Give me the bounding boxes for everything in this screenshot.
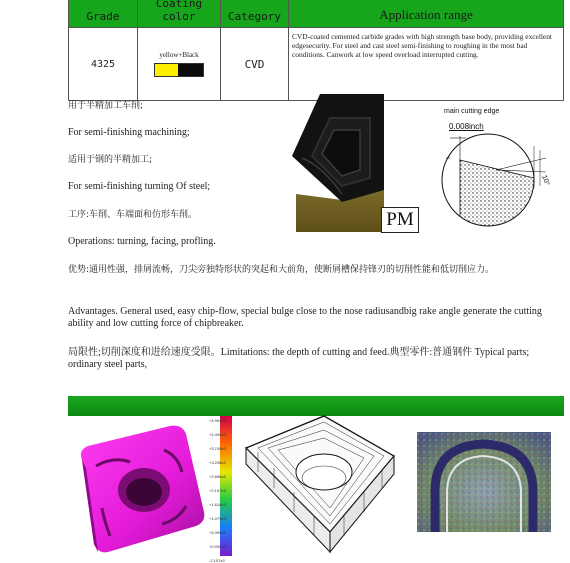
header-grade: Grade xyxy=(69,0,138,28)
colormap-tick: +3.236e2 xyxy=(209,460,226,465)
category-cell: CVD xyxy=(221,28,289,101)
coating-color-swatch xyxy=(154,63,204,77)
paragraph-operations-cn: 工序:车削、车端面和仿形车削。 xyxy=(68,210,198,220)
grade-spec-table xyxy=(68,0,564,101)
header-category: Category xyxy=(221,0,289,28)
colormap-tick: +4.904e2 xyxy=(209,418,226,423)
colormap-tick: +1.079e2 xyxy=(209,516,226,521)
paragraph-limitations: 局限性;切削深度和进给速度受限。Limitations: the depth of cutting and feed.典型零件:普通钢件 Typical parts; ordinary steel parts, xyxy=(68,347,530,370)
grade-cell: 4325 xyxy=(69,28,138,101)
header-application-range: Application range xyxy=(289,0,564,28)
wireframe-center-hole xyxy=(296,454,352,490)
paragraph-steel-en: For semi-finishing turning Of steel; xyxy=(68,181,211,192)
paragraph-advantages-cn: 优势:通用性强，排屑流畅，刀尖旁独特形状的突起和大前角，使断屑槽保持锋刃的切削性能和低切削应力。 xyxy=(68,265,495,275)
colormap-tick: +0.000e0 xyxy=(209,544,226,549)
paragraph-semi-finishing-cn: 用于半精加工车削; xyxy=(68,101,144,111)
paragraph-semi-finishing-en: For semi-finishing machining; xyxy=(68,127,190,138)
insert-photo-figure xyxy=(292,94,384,232)
colormap-tick: +2.696e2 xyxy=(209,474,226,479)
wireframe-mesh-insert xyxy=(244,412,396,560)
paragraph-steel-cn: 适用于钢的半精加工; xyxy=(68,155,153,165)
application-range-cell: CVD-coated cemented carbide grades with high strength base body, providing excellent edgesecurity. For steel and cast steel semi-finishing to roughing in the most bad conditions. Canwork at low speed overload interrupted cutting. xyxy=(289,28,564,101)
colormap-tick: +3.745e2 xyxy=(209,446,226,451)
microscope-edge-photo xyxy=(417,432,551,532)
table-row xyxy=(69,28,564,101)
colormap-tick: +1.618e2 xyxy=(209,502,226,507)
paragraph-operations-en: Operations: turning, facing, profling. xyxy=(68,236,216,247)
chipbreaker-label: PM xyxy=(381,207,419,233)
angle-label: 10° xyxy=(540,174,551,187)
coating-color-label: yellow+Black xyxy=(159,51,199,59)
colormap-tick: +2.157e2 xyxy=(209,488,226,493)
colormap-tick-labels xyxy=(209,418,231,563)
colormap-tick: +5.395e1 xyxy=(209,530,226,535)
edge-width-value: 0.008inch xyxy=(449,122,484,131)
cutting-edge-diagram xyxy=(436,128,564,228)
table-header-row xyxy=(69,0,564,28)
coating-color-cell xyxy=(138,28,221,101)
colormap-tick: +4.495e2 xyxy=(209,432,226,437)
header-coating-color: Coating color xyxy=(138,0,221,28)
paragraph-advantages-en: Advantages. General used, easy chip-flow, special bulge close to the nose radiusandbig rake angle generate the cutting ability and low cutting force of chipbreaker. xyxy=(68,306,542,329)
colormap-tick: -2.157e2 xyxy=(209,558,225,563)
main-cutting-edge-title: main cutting edge xyxy=(444,108,500,115)
